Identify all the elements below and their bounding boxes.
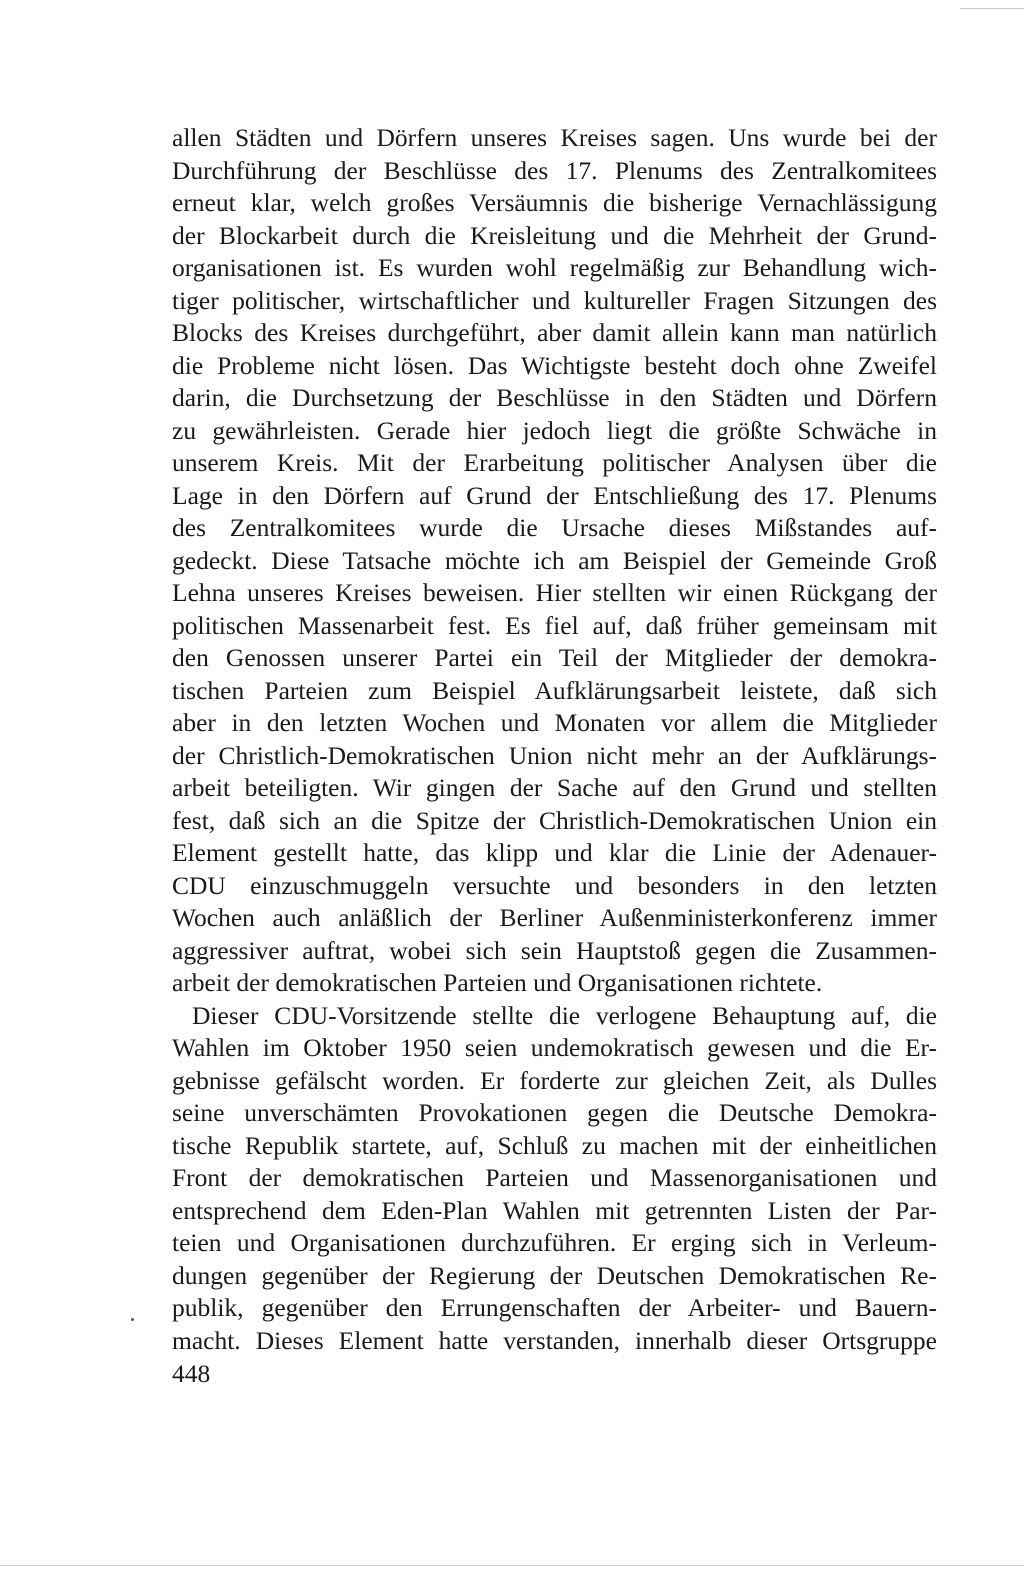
text-line: Blocks des Kreises durchgeführt, aber damit allein kann man natürlich xyxy=(172,318,937,347)
text-line: tische Republik startete, auf, Schluß zu machen mit der einheitlichen xyxy=(172,1130,937,1160)
text-line: der Christlich-Demokratischen Union nicht mehr an der Aufklärungs- xyxy=(172,740,937,770)
text-line: die Probleme nicht lösen. Das Wichtigste besteht doch ohne Zweifel xyxy=(172,350,937,380)
text-line: tischen Parteien zum Beispiel Aufklärungsarbeit leistete, daß sich xyxy=(172,675,937,705)
text-line: politischen Massenarbeit fest. Es fiel auf, daß früher gemeinsam mit xyxy=(172,610,937,640)
scan-edge-top xyxy=(960,8,1024,9)
text-line: Wochen auch anläßlich der Berliner Außenministerkonferenz immer xyxy=(172,903,937,932)
text-line: publik, gegenüber den Errungenschaften der Arbeiter- und Bauern- xyxy=(172,1293,937,1322)
text-line: Lehna unseres Kreises beweisen. Hier stellten wir einen Rückgang der xyxy=(172,578,937,607)
text-line: arbeit beteiligten. Wir gingen der Sache auf den Grund und stellten xyxy=(172,773,937,802)
text-line: der Blockarbeit durch die Kreisleitung und die Mehrheit der Grund- xyxy=(172,220,937,250)
text-line: erneut klar, welch großes Versäumnis die bisherige Vernachlässigung xyxy=(172,188,937,217)
text-line: den Genossen unserer Partei ein Teil der Mitglieder der demokra- xyxy=(172,643,937,672)
text-line: darin, die Durchsetzung der Beschlüsse in den Städten und Dörfern xyxy=(172,383,937,412)
text-line: unserem Kreis. Mit der Erarbeitung politischer Analysen über die xyxy=(172,448,937,477)
text-line: Front der demokratischen Parteien und Massenorganisationen und xyxy=(172,1163,937,1192)
paragraph-end-line: arbeit der demokratischen Parteien und Organisationen richtete. xyxy=(172,968,823,997)
page-number: 448 xyxy=(172,1359,211,1388)
text-line: teien und Organisationen durchzuführen. Er erging sich in Verleum- xyxy=(172,1228,937,1257)
text-line: organisationen ist. Es wurden wohl regelmäßig zur Behandlung wich- xyxy=(172,253,937,282)
text-line: Wahlen im Oktober 1950 seien undemokratisch gewesen und die Er- xyxy=(172,1033,937,1062)
text-line: Element gestellt hatte, das klipp und klar die Linie der Adenauer- xyxy=(172,838,937,867)
paragraph-start-line: Dieser CDU-Vorsitzende stellte die verlogene Behauptung auf, die xyxy=(192,1000,937,1030)
text-line: tiger politischer, wirtschaftlicher und kultureller Fragen Sitzungen des xyxy=(172,285,937,315)
text-line: zu gewährleisten. Gerade hier jedoch liegt die größte Schwäche in xyxy=(172,415,937,445)
text-line: entsprechend dem Eden-Plan Wahlen mit getrennten Listen der Par- xyxy=(172,1195,937,1225)
text-line: Durchführung der Beschlüsse des 17. Plenums des Zentralkomitees xyxy=(172,155,937,185)
text-line: Lage in den Dörfern auf Grund der Entschließung des 17. Plenums xyxy=(172,480,937,510)
body-text xyxy=(172,122,937,1357)
text-line: dungen gegenüber der Regierung der Deutschen Demokratischen Re- xyxy=(172,1260,937,1290)
text-line: fest, daß sich an die Spitze der Christlich-Demokratischen Union ein xyxy=(172,805,937,835)
text-line: aggressiver auftrat, wobei sich sein Hauptstoß gegen die Zusammen- xyxy=(172,935,937,965)
scan-edge-bottom xyxy=(0,1565,1024,1566)
text-line: aber in den letzten Wochen und Monaten vor allem die Mitglieder xyxy=(172,708,937,737)
text-line: gebnisse gefälscht worden. Er forderte zur gleichen Zeit, als Dulles xyxy=(172,1065,937,1095)
text-line: macht. Dieses Element hatte verstanden, innerhalb dieser Ortsgruppe xyxy=(172,1325,937,1355)
text-line: CDU einzuschmuggeln versuchte und besonders in den letzten xyxy=(172,870,937,900)
text-line: des Zentralkomitees wurde die Ursache dieses Mißstandes auf- xyxy=(172,513,937,542)
text-line: allen Städten und Dörfern unseres Kreises sagen. Uns wurde bei der xyxy=(172,123,937,152)
text-line: gedeckt. Diese Tatsache möchte ich am Beispiel der Gemeinde Groß xyxy=(172,545,937,575)
scan-speck xyxy=(131,1318,134,1321)
text-line: seine unverschämten Provokationen gegen die Deutsche Demokra- xyxy=(172,1098,937,1127)
